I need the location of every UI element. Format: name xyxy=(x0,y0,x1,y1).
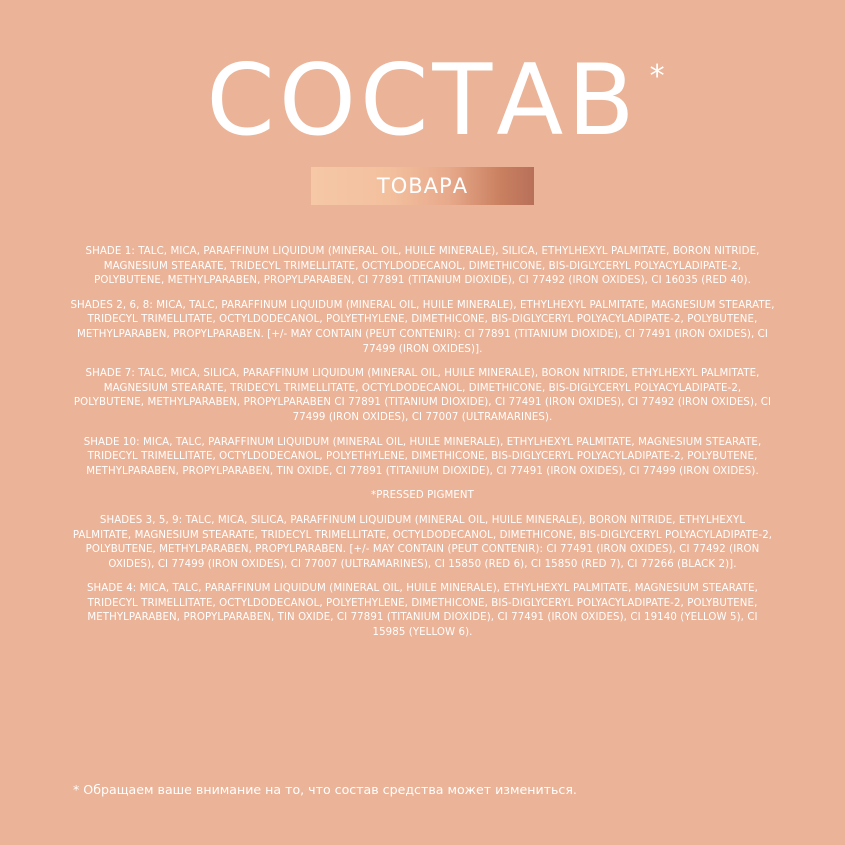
ingredients-shades-3-5-9: SHADES 3, 5, 9: TALC, MICA, SILICA, PARAFFINUM LIQUIDUM (MINERAL OIL, HUILE MINERALE), BORON NITRIDE, ETHYLHEXYL PALMITATE, MAGNESIUM STEARATE, TRIDECYL TRIMELLITATE, OCTYLDODECANOL, DIMETHICONE, BIS-DIGLYCERYL POLYACYLADIPATE-2, POLYBUTENE, METHYLPARABEN, PROPYLPARABEN. [+/- MAY CONTAIN (PEUT CONTENIR): CI 77491 (IRON OXIDES), CI 77492 (IRON OXIDES), CI 77499 (IRON OXIDES), CI 77007 (ULTRAMARINES), CI 15850 (RED 6), CI 15850 (RED 7), CI 77266 (BLACK 2)]. xyxy=(72,514,773,570)
pressed-pigment-heading: *PRESSED PIGMENT xyxy=(371,490,474,502)
ingredients-shade-4: SHADE 4: MICA, TALC, PARAFFINUM LIQUIDUM (MINERAL OIL, HUILE MINERALE), ETHYLHEXYL PALMITATE, MAGNESIUM STEARATE, TRIDECYL TRIMELLITATE, OCTYLDODECANOL, POLYETHYLENE, DIMETHICONE, BIS-DIGLYCERYL POLYACYLADIPATE-2, POLYBUTENE, METHYLPARABEN, PROPYLPARABEN, TIN OXIDE, CI 77891 (TITANIUM DIOXIDE), CI 77491 (IRON OXIDES), CI 19140 (YELLOW 5), CI 15985 (YELLOW 6). xyxy=(86,583,758,639)
title-wrap xyxy=(0,44,845,158)
page-title-text: СОСТАВ xyxy=(206,44,639,158)
ingredients-shade-10: SHADE 10: MICA, TALC, PARAFFINUM LIQUIDUM (MINERAL OIL, HUILE MINERALE), ETHYLHEXYL PALMITATE, MAGNESIUM STEARATE, TRIDECYL TRIMELLITATE, OCTYLDODECANOL, POLYETHYLENE, DIMETHICONE, BIS-DIGLYCERYL POLYACYLADIPATE-2, POLYBUTENE, METHYLPARABEN, PROPYLPARABEN, TIN OXIDE, CI 77891 (TITANIUM DIOXIDE), CI 77491 (IRON OXIDES), CI 77499 (IRON OXIDES). xyxy=(83,436,762,477)
subtitle-badge xyxy=(311,167,534,205)
ingredients-shade-7: SHADE 7: TALC, MICA, SILICA, PARAFFINUM LIQUIDUM (MINERAL OIL, HUILE MINERALE), BORON NITRIDE, ETHYLHEXYL PALMITATE, MAGNESIUM STEARATE, TRIDECYL TRIMELLITATE, OCTYLDODECANOL, DIMETHICONE, BIS-DIGLYCERYL POLYACYLADIPATE-2, POLYBUTENE, METHYLPARABEN, PROPYLPARABEN CI 77891 (TITANIUM DIOXIDE), CI 77491 (IRON OXIDES), CI 77492 (IRON OXIDES), CI 77499 (IRON OXIDES), CI 77007 (ULTRAMARINES). xyxy=(73,368,772,423)
ingredients-shades-2-6-8: SHADES 2, 6, 8: MICA, TALC, PARAFFINUM LIQUIDUM (MINERAL OIL, HUILE MINERALE), ETHYLHEXYL PALMITATE, MAGNESIUM STEARATE, TRIDECYL TRIMELLITATE, OCTYLDODECANOL, POLYETHYLENE, DIMETHICONE, BIS-DIGLYCERYL POLYACYLADIPATE-2, POLYBUTENE, METHYLPARABEN, PROPYLPARABEN. [+/- MAY CONTAIN (PEUT CONTENIR): CI 77891 (TITANIUM DIOXIDE), CI 77491 (IRON OXIDES), CI 77499 (IRON OXIDES)]. xyxy=(70,299,775,355)
ingredients-list xyxy=(70,245,775,651)
composition-change-note: * Обращаем ваше внимание на то, что состав средства может измениться. xyxy=(73,782,577,797)
subtitle-badge-label: ТОВАРА xyxy=(376,174,469,198)
ingredients-shade-1: SHADE 1: TALC, MICA, PARAFFINUM LIQUIDUM (MINERAL OIL, HUILE MINERALE), SILICA, ETHYLHEXYL PALMITATE, BORON NITRIDE, MAGNESIUM STEARATE, TRIDECYL TRIMELLITATE, OCTYLDODECANOL, DIMETHICONE, BIS-DIGLYCERYL POLYACYLADIPATE-2, POLYBUTENE, METHYLPARABEN, PROPYLPARABEN, CI 77891 (TITANIUM DIOXIDE), CI 77492 (IRON OXIDES), CI 16035 (RED 40). xyxy=(85,246,760,287)
title-asterisk: * xyxy=(649,59,665,94)
page-title xyxy=(206,44,665,158)
